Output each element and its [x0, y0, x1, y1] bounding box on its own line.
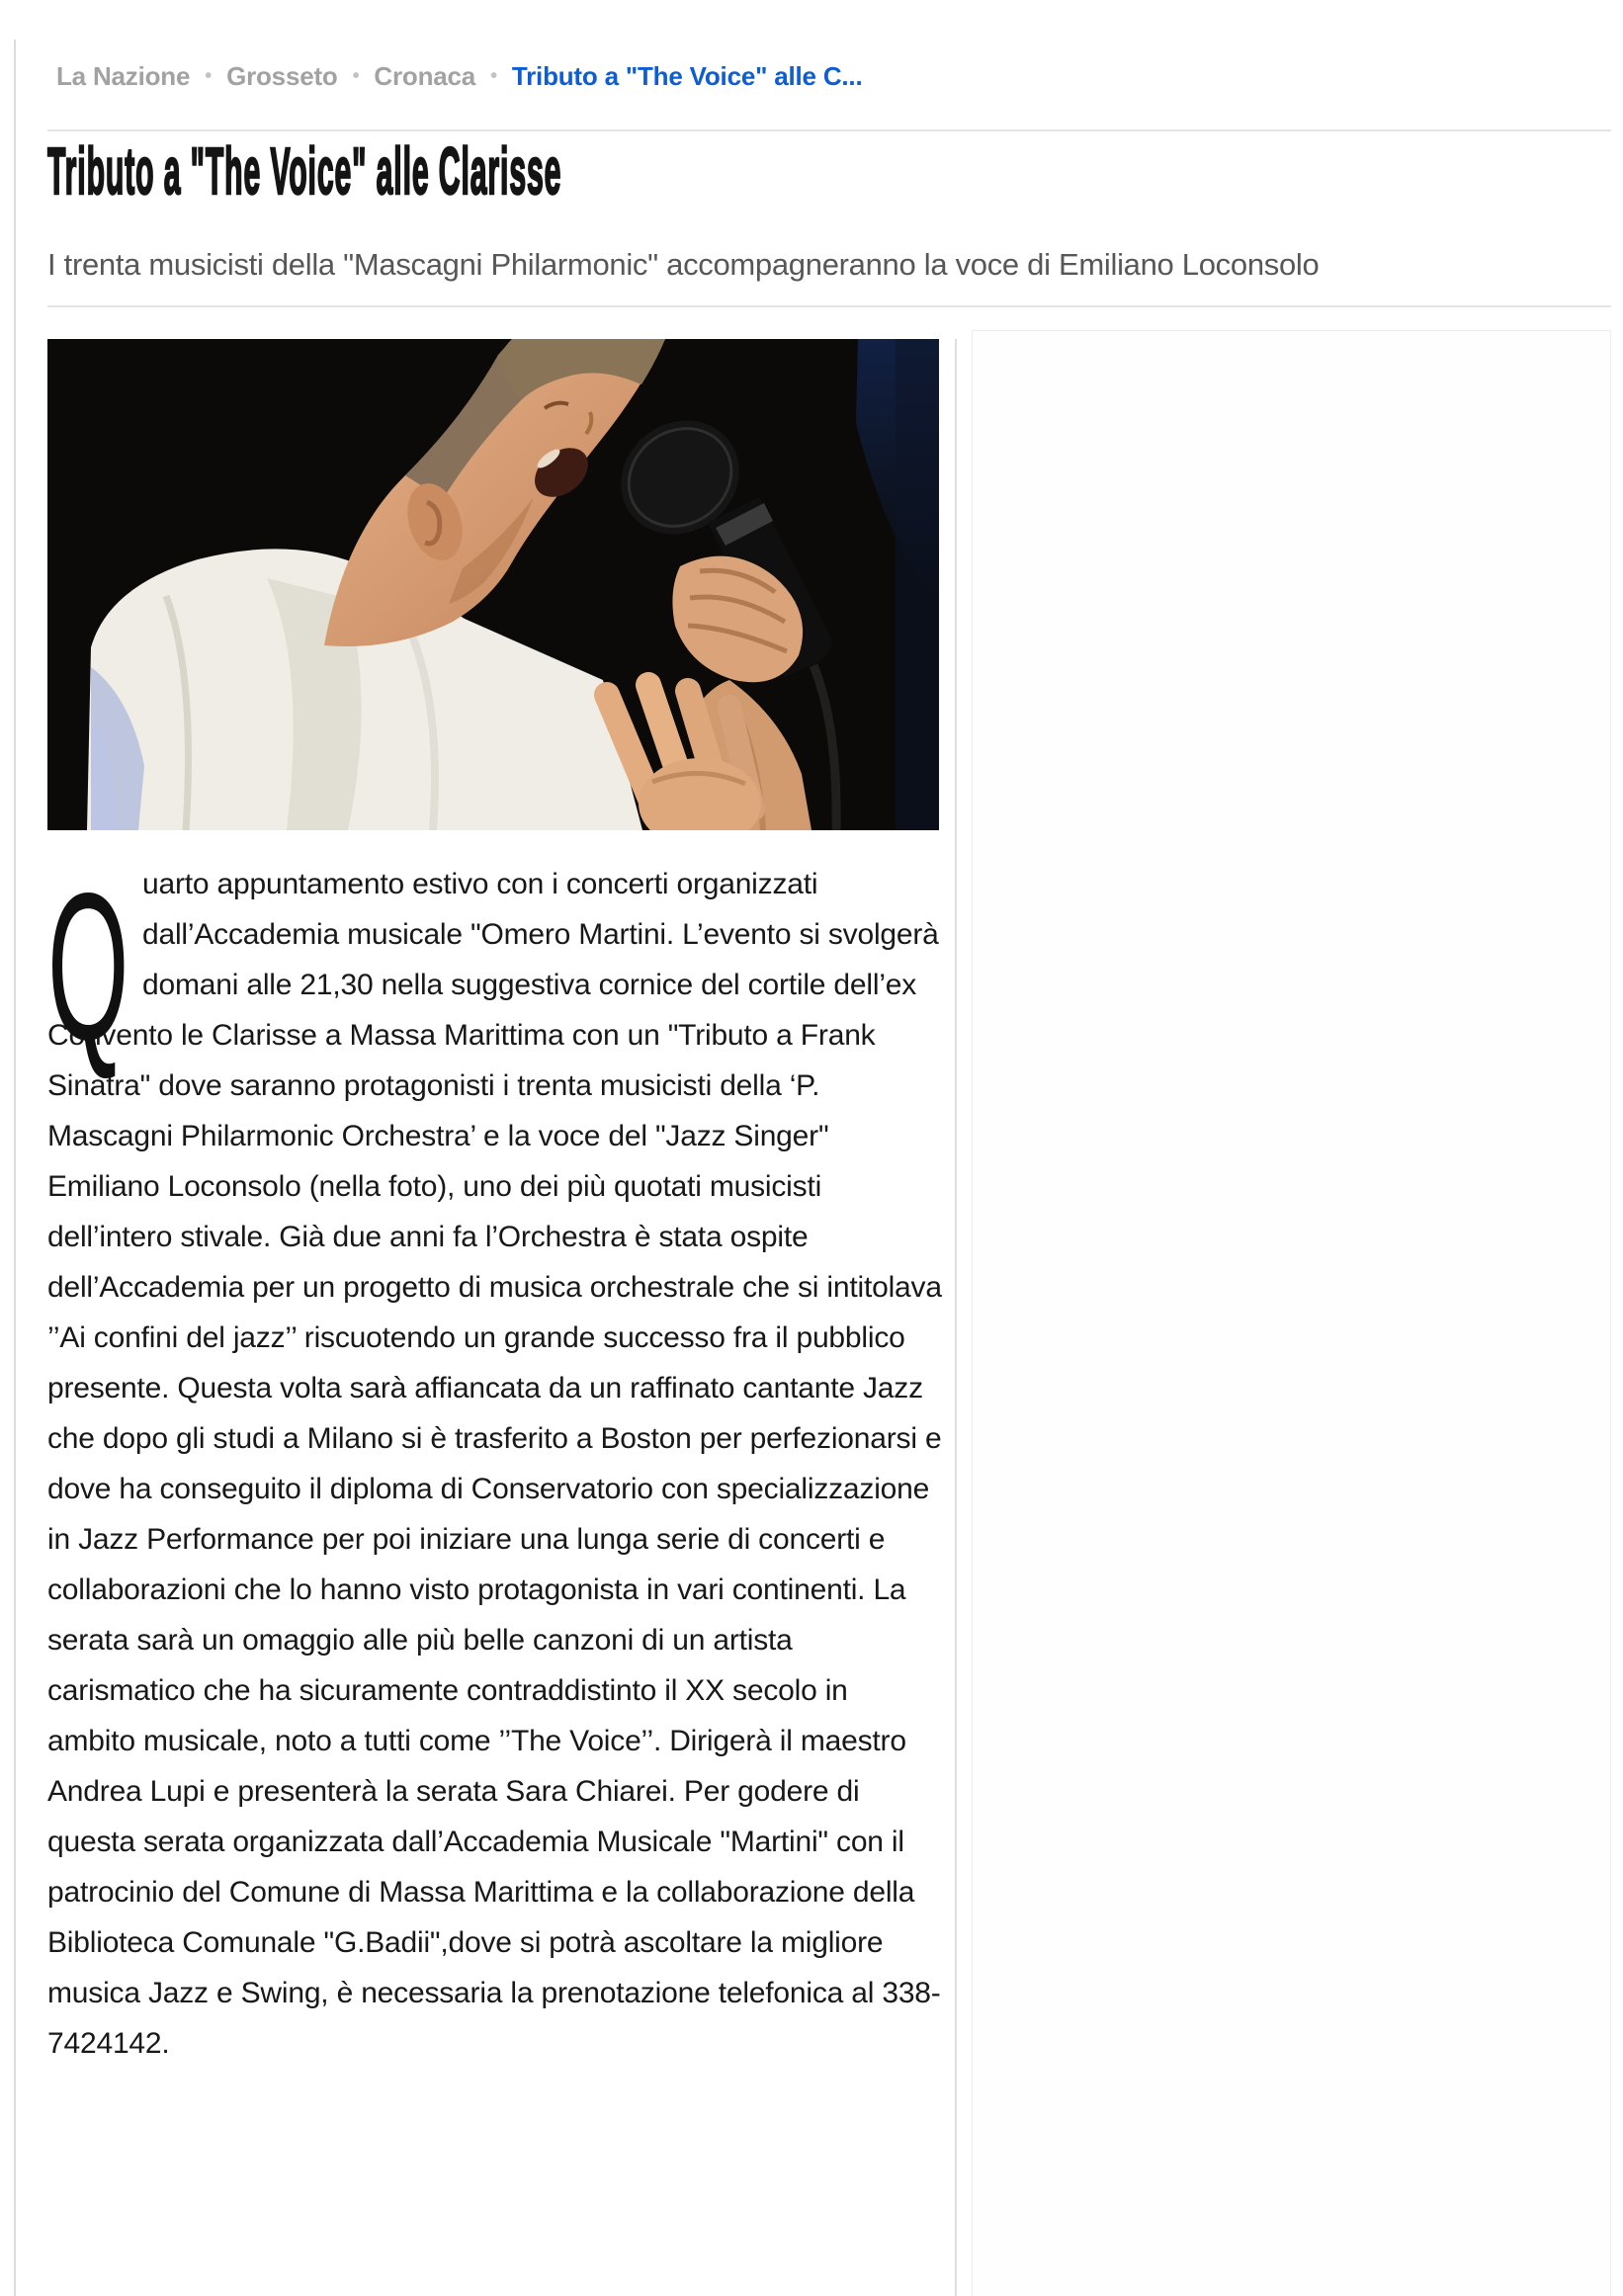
- article-photo-singer: [47, 339, 939, 830]
- breadcrumb-grosseto[interactable]: Grosseto: [226, 61, 338, 91]
- article-body-text: uarto appuntamento estivo con i concerti organizzati dall’Accademia musicale "Omero Martini. L’evento si svolgerà domani alle 21,30 nella suggestiva cornice del cortile dell’ex Convento le Clarisse a Massa Marittima con un "Tributo a Frank Sinatra" dove saranno protagonisti i trenta musicisti della ‘P. Mascagni Philarmonic Orchestra’ e la voce del "Jazz Singer" Emiliano Loconsolo (nella foto), uno dei più quotati musicisti dell’intero stivale. Già due anni fa l’Orchestra è stata ospite dell’Accademia per un progetto di musica orchestrale che si intitolava ’’Ai confini del jazz’’ riscuotendo un grande successo fra il pubblico presente. Questa volta sarà affiancata da un raffinato cantante Jazz che dopo gli studi a Milano si è trasferito a Boston per perfezionarsi e dove ha conseguito il diploma di Conservatorio con specializzazione in Jazz Performance per poi iniziare una lunga serie di concerti e collaborazioni che lo hanno visto protagonista in vari continenti. La serata sarà un omaggio alle più belle canzoni di un artista carismatico che ha sicuramente contraddistinto il XX secolo in ambito musicale, noto a tutti come ’’The Voice’’. Dirigerà il maestro Andrea Lupi e presenterà la serata Sara Chiarei. Per godere di questa serata organizzata dall’Accademia Musicale "Martini" con il patrocinio del Comune di Massa Marittima e la collaborazione della Biblioteca Comunale "G.Badii",dove si potrà ascoltare la migliore musica Jazz e Swing, è necessaria la prenotazione telefonica al 338-7424142.: [47, 868, 942, 2060]
- drop-cap: Q: [47, 849, 129, 1083]
- breadcrumb-la-nazione[interactable]: La Nazione: [56, 61, 191, 91]
- article-body: [47, 849, 943, 2069]
- article-subtitle: I trenta musicisti della "Mascagni Philarmonic" accompagneranno la voce di Emiliano Loconsolo: [47, 247, 1320, 282]
- breadcrumb-bullet-icon: •: [205, 65, 213, 87]
- breadcrumb-current-article[interactable]: Tributo a "The Voice" alle C...: [511, 61, 863, 91]
- breadcrumb-bullet-icon: •: [352, 65, 360, 87]
- breadcrumb: [56, 61, 862, 92]
- subtitle-divider: [47, 305, 1611, 307]
- breadcrumb-bullet-icon: •: [490, 65, 497, 87]
- column-divider: [955, 339, 957, 2296]
- right-rail-ad-placeholder: [972, 330, 1611, 2296]
- breadcrumb-cronaca[interactable]: Cronaca: [374, 61, 476, 91]
- page-title: Tributo a "The Voice" alle Clarisse: [47, 134, 562, 209]
- page-left-hairline: [14, 40, 16, 2296]
- breadcrumb-divider: [47, 129, 1611, 131]
